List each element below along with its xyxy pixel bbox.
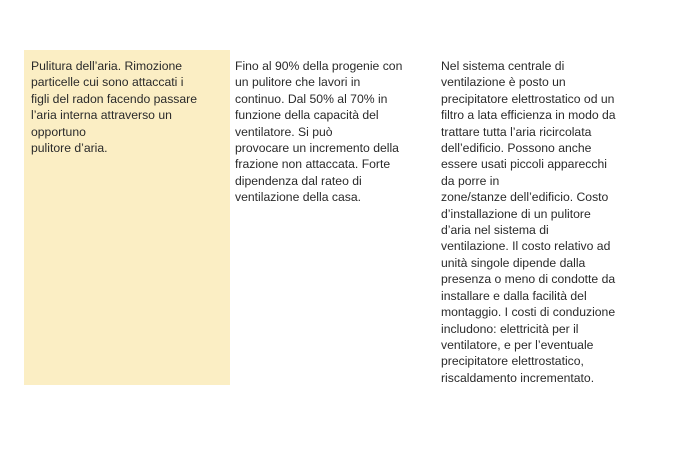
method-cell: Pulitura dell’aria. Rimozione particelle cui sono attaccati i figli del radon facendo passare l’aria interna attraverso un opportuno pulitore d’aria. <box>24 50 230 385</box>
table-row <box>24 50 650 385</box>
effectiveness-cell: Fino al 90% della progenie con un pulitore che lavori in continuo. Dal 50% al 70% in funzione della capacità del ventilatore. Si può provocare un incremento della frazione non attaccata. Forte dipendenza dal rateo di ventilazione della casa. <box>235 59 403 205</box>
notes-cell: Nel sistema centrale di ventilazione è posto un precipitatore elettrostatico od un filtro a lata efficienza in modo da trattare tutta l’aria ricircolata dell’edificio. Possono anche essere usati piccoli apparecchi da porre in zone/stanze dell’edificio. Costo d’installazione di un pulitore d’aria nel sistema di ventilazione. Il costo relativo ad unità singole dipende dalla presenza o meno di condotte da installare e dalla facilità del montaggio. I costi di conduzione includono: elettricità per il ventilatore, e per l’eventuale precipitatore elettrostatico, riscaldamento incrementato. <box>441 59 616 385</box>
